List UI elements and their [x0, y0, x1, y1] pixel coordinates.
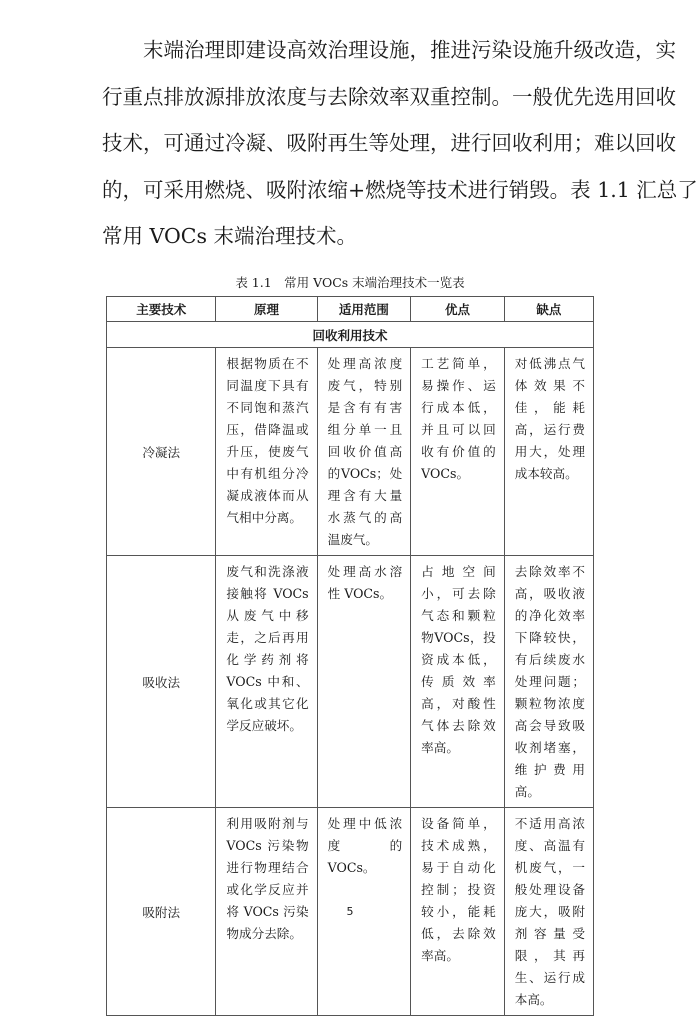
cons-cell: 对低沸点气体效果不佳，能耗高，运行费用大，处理成本较高。	[504, 348, 593, 556]
header-principle: 原理	[216, 297, 317, 322]
scope-cell: 处理高水溶性 VOCs。	[317, 556, 411, 808]
technology-name: 冷凝法	[107, 348, 216, 556]
header-scope: 适用范围	[317, 297, 411, 322]
table-caption: 表 1.1 常用 VOCs 末端治理技术一览表	[235, 275, 465, 290]
technology-name: 吸附法	[107, 808, 216, 1016]
paragraph-line: 常用 VOCs 末端治理技术。	[102, 224, 357, 248]
body-paragraph	[102, 30, 698, 263]
header-technology: 主要技术	[107, 297, 216, 322]
cons-cell: 不适用高浓度、高温有机废气，一般处理设备庞大，吸附剂容量受限，其再生、运行成本高。	[504, 808, 593, 1016]
paragraph-line: 末端治理即建设高效治理设施，推进污染设施升级改造，实	[143, 38, 676, 62]
page-number: 5	[346, 905, 354, 918]
header-cons: 缺点	[504, 297, 593, 322]
section-title: 回收利用技术	[107, 322, 594, 348]
principle-cell: 利用吸附剂与 VOCs 污染物进行物理结合或化学反应并将 VOCs 污染物成分去除。	[216, 808, 317, 1016]
cons-cell: 去除效率不高，吸收液的净化效率下降较快，有后续废水处理问题；颗粒物浓度高会导致吸收剂堵塞，维护费用高。	[504, 556, 593, 808]
scope-cell: 处理高浓度废气，特别是含有有害组分单一且回收价值高的VOCs；处理含有大量水蒸气的高温废气。	[317, 348, 411, 556]
header-pros: 优点	[411, 297, 505, 322]
pros-cell: 设备简单，技术成熟，易于自动化控制；投资较小，能耗低，去除效率高。	[411, 808, 505, 1016]
scope-cell: 处理中低浓度的 VOCs。	[317, 808, 411, 1016]
technology-name: 吸收法	[107, 556, 216, 808]
paragraph-line: 行重点排放源排放浓度与去除效率双重控制。一般优先选用回收	[102, 84, 676, 109]
pros-cell: 占地空间小，可去除气态和颗粒物VOCs，投资成本低，传质效率高，对酸性气体去除效率高。	[411, 556, 505, 808]
section-row	[107, 322, 594, 348]
table-row	[107, 348, 594, 556]
principle-cell: 废气和洗涤液接触将 VOCs 从废气中移走，之后再用化学药剂将 VOCs 中和、氧化或其它化学反应破坏。	[216, 556, 317, 808]
table-row	[107, 556, 594, 808]
paragraph-line: 的，可采用燃烧、吸附浓缩+燃烧等技术进行销毁。表 1.1 汇总了	[102, 177, 698, 202]
pros-cell: 工艺简单，易操作、运行成本低，并且可以回收有价值的 VOCs。	[411, 348, 505, 556]
paragraph-line: 技术，可通过冷凝、吸附再生等处理，进行回收利用；难以回收	[102, 131, 676, 155]
principle-cell: 根据物质在不同温度下具有不同饱和蒸汽压，借降温或升压，使废气中有机组分冷凝成液体而从气相中分离。	[216, 348, 317, 556]
table-header-row	[107, 297, 594, 322]
